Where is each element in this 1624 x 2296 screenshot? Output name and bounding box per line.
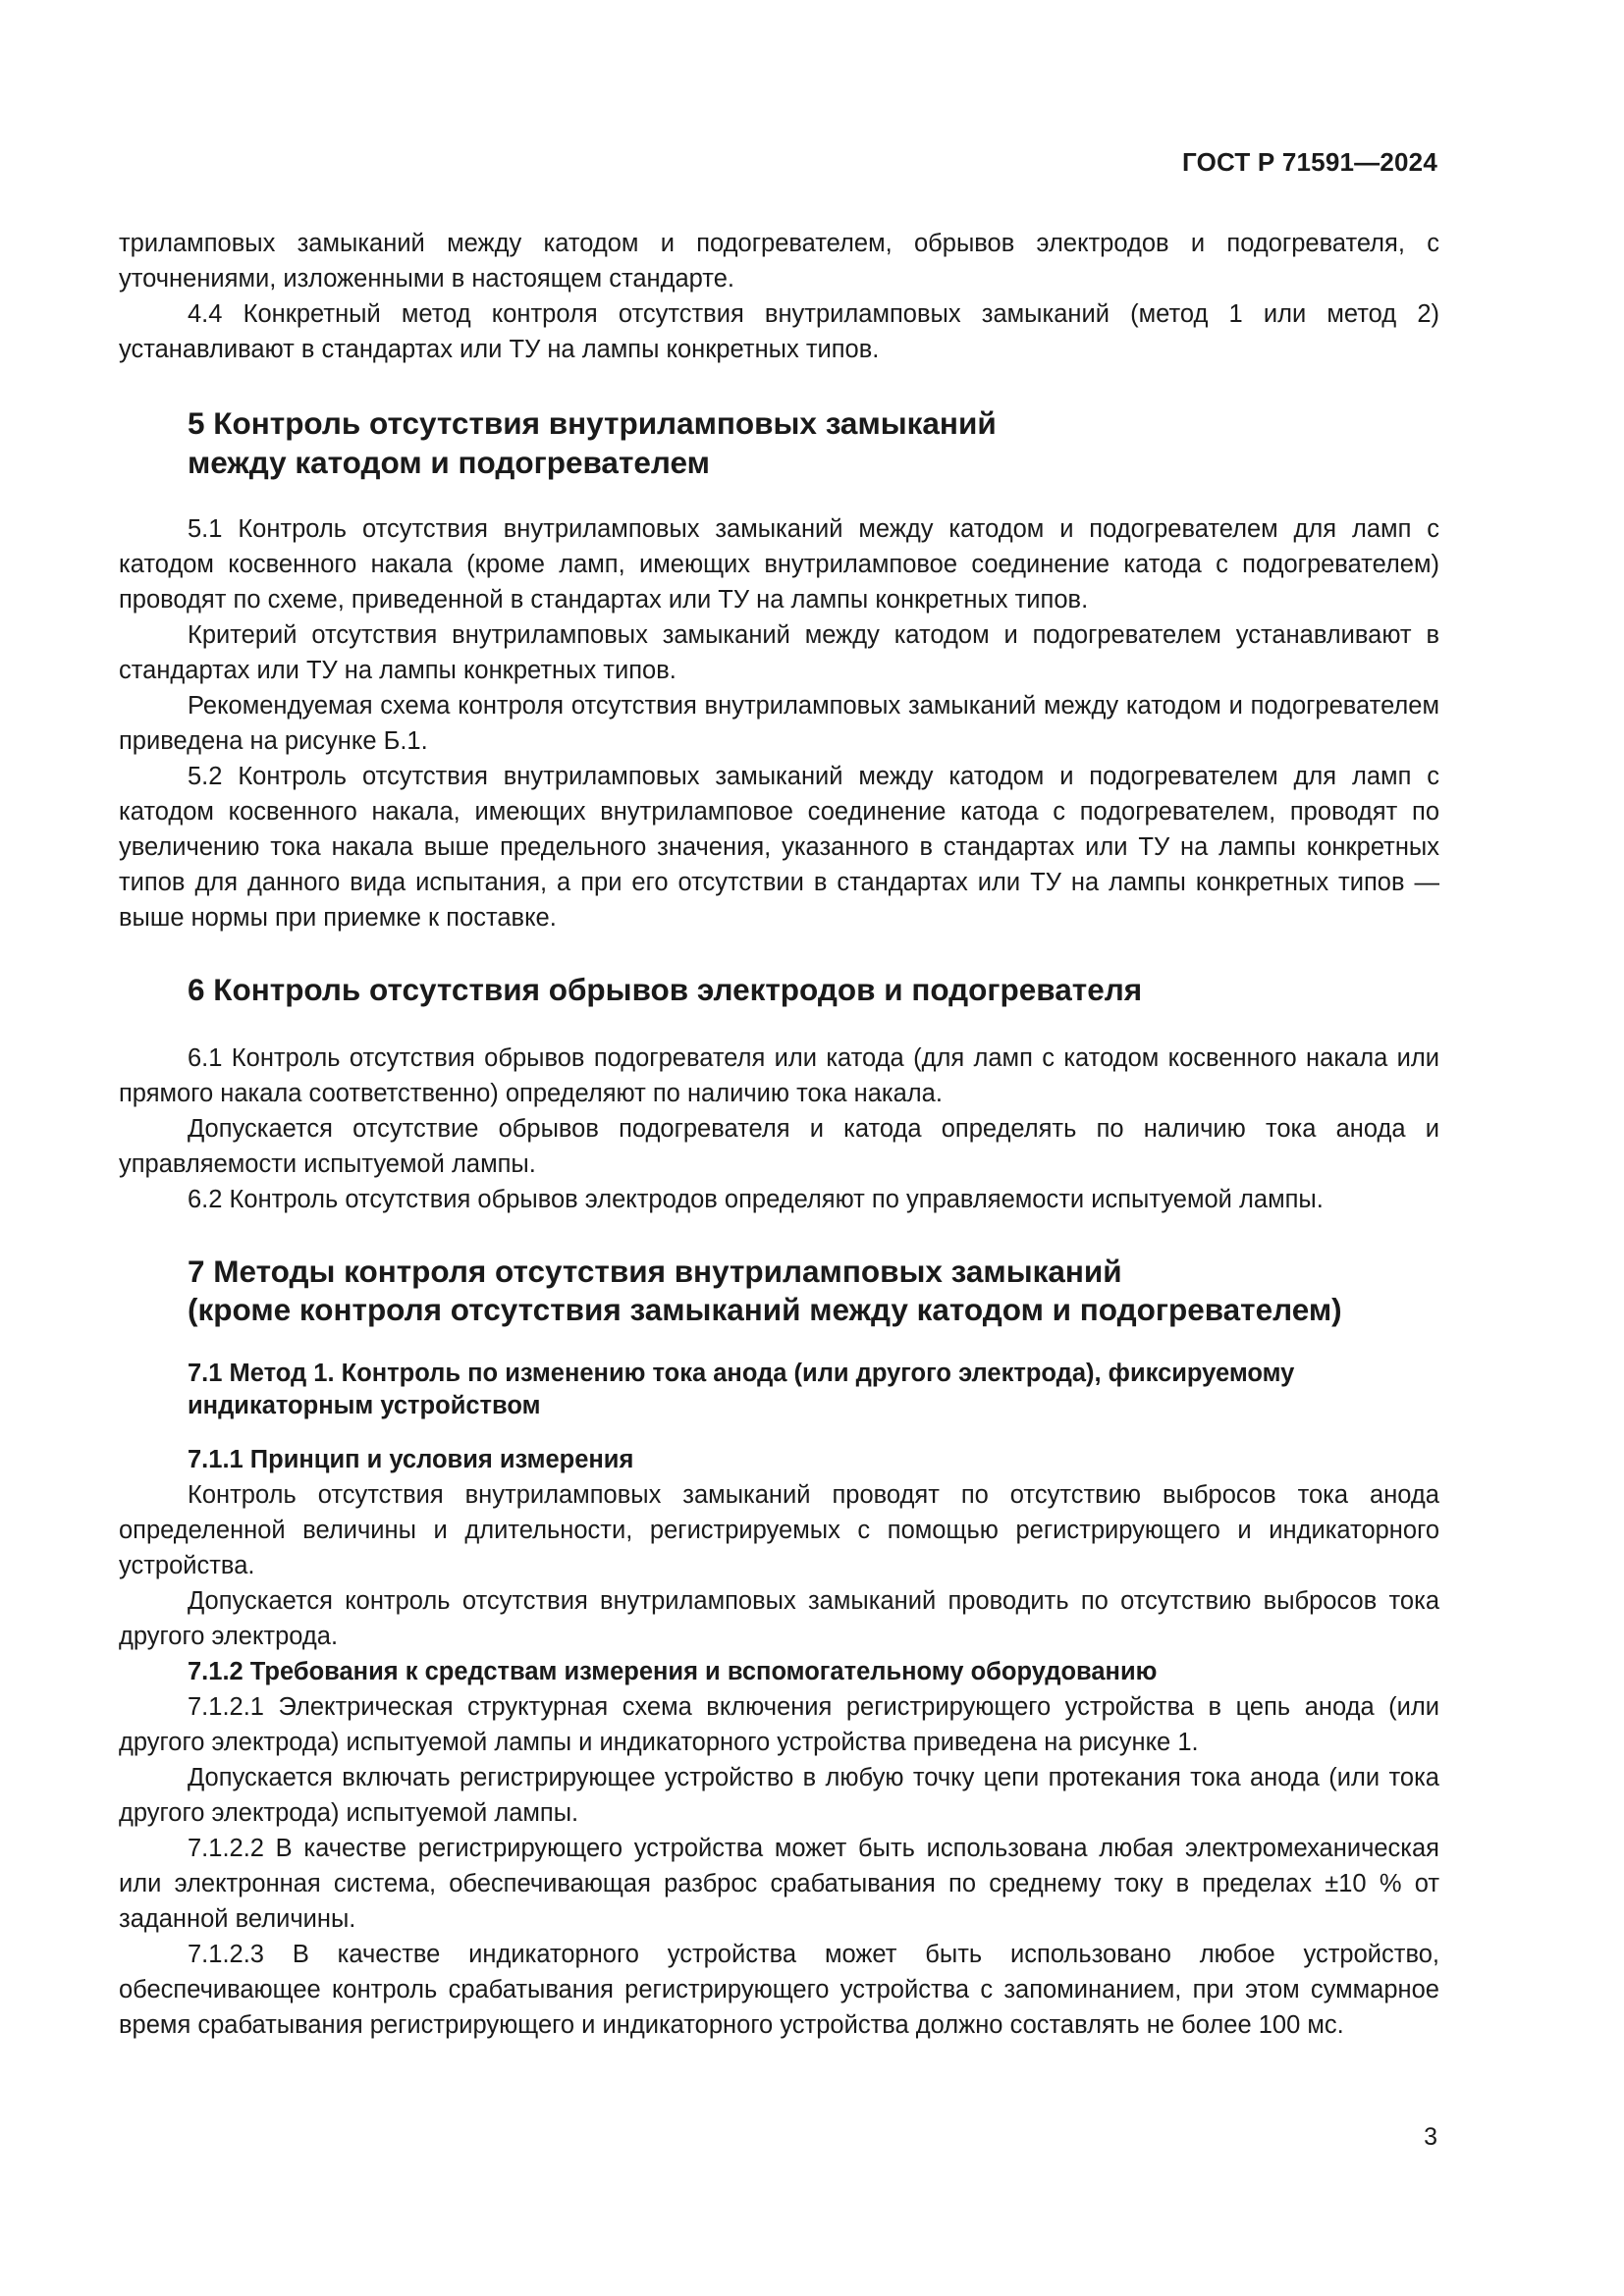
paragraph-7-1-2-1: 7.1.2.1 Электрическая структурная схема включения регистрирующего устройства в цепь анода (или другого электрода) испытуемой лампы и индикаторного устройства приведена на рисунке 1. (119, 1692, 1439, 1756)
paragraph-5-1-criterion: Критерий отсутствия внутриламповых замыканий между катодом и подогревателем устанавливают в стандартах или ТУ на лампы конкретных типов. (119, 621, 1439, 684)
subsection-7-1-1-title: 7.1.1 Принцип и условия измерения (188, 1445, 634, 1473)
paragraph-7-1-2-2: 7.1.2.2 В качестве регистрирующего устройства может быть использована любая электромеханическая или электронная система, обеспечивающая разброс срабатывания по среднему току в пределах ±10 % от заданной величины. (119, 1834, 1439, 1933)
paragraph-continuation: триламповых замыканий между катодом и подогревателем, обрывов электродов и подогревателя, с уточнениями, изложенными в настоящем стандарте. (119, 230, 1439, 293)
section-5-title-line1: 5 Контроль отсутствия внутриламповых замыканий (188, 405, 997, 441)
section-7-title-line1: 7 Методы контроля отсутствия внутриламповых замыканий (188, 1253, 1122, 1289)
section-7-title-line2: (кроме контроля отсутствия замыканий между катодом и подогревателем) (188, 1292, 1342, 1327)
section-5-title (119, 404, 1439, 482)
paragraph-4-4: 4.4 Конкретный метод контроля отсутствия внутриламповых замыканий (метод 1 или метод 2) устанавливают в стандартах или ТУ на лампы конкретных типов. (119, 300, 1439, 363)
paragraph-7-1-1-b: Допускается контроль отсутствия внутриламповых замыканий проводить по отсутствию выбросов тока другого электрода. (119, 1586, 1439, 1650)
document-body (119, 226, 1439, 2043)
document-header: ГОСТ Р 71591—2024 (1182, 147, 1437, 177)
page-number: 3 (1424, 2123, 1437, 2151)
paragraph-7-1-2-1-b: Допускается включать регистрирующее устройство в любую точку цепи протекания тока анода (или тока другого электрода) испытуемой лампы. (119, 1763, 1439, 1827)
paragraph-6-2: 6.2 Контроль отсутствия обрывов электродов определяют по управляемости испытуемой лампы. (188, 1185, 1324, 1213)
section-6-title: 6 Контроль отсутствия обрывов электродов и подогревателя (188, 972, 1143, 1007)
section-5-title-line2: между катодом и подогревателем (188, 444, 710, 480)
section-7-title (119, 1253, 1439, 1330)
paragraph-6-1: 6.1 Контроль отсутствия обрывов подогревателя или катода (для ламп с катодом косвенного накала или прямого накала соответственно) определяют по наличию тока накала. (119, 1043, 1439, 1107)
paragraph-5-1-scheme: Рекомендуемая схема контроля отсутствия внутриламповых замыканий между катодом и подогревателем приведена на рисунке Б.1. (119, 692, 1439, 755)
paragraph-7-1-2-3: 7.1.2.3 В качестве индикаторного устройства может быть использовано любое устройство, обеспечивающее контроль срабатывания регистрирующего устройства с запоминанием, при этом суммарное время срабатывания регистрирующего и индикаторного устройства должно составлять не более 100 мс. (119, 1940, 1439, 2039)
paragraph-6-1-allowed: Допускается отсутствие обрывов подогревателя и катода определять по наличию тока анода и управляемости испытуемой лампы. (119, 1114, 1439, 1178)
subsection-7-1-title: 7.1 Метод 1. Контроль по изменению тока анода (или другого электрода), фиксируемому индикаторным устройством (188, 1359, 1295, 1419)
paragraph-5-2: 5.2 Контроль отсутствия внутриламповых замыканий между катодом и подогревателем для ламп с катодом косвенного накала, имеющих внутриламповое соединение катода с подогревателем, проводят по увеличению тока накала выше предельного значения, указанного в стандартах или ТУ на лампы конкретных типов для данного вида испытания, а при его отсутствии в стандартах или ТУ на лампы конкретных типов — выше нормы при приемке к поставке. (119, 763, 1439, 932)
paragraph-5-1: 5.1 Контроль отсутствия внутриламповых замыканий между катодом и подогревателем для ламп с катодом косвенного накала (кроме ламп, имеющих внутриламповое соединение катода с подогревателем) проводят по схеме, приведенной в стандартах или ТУ на лампы конкретных типов. (119, 515, 1439, 614)
subsection-7-1-2-title: 7.1.2 Требования к средствам измерения и вспомогательному оборудованию (188, 1657, 1158, 1685)
paragraph-7-1-1-a: Контроль отсутствия внутриламповых замыканий проводят по отсутствию выбросов тока анода определенной величины и длительности, регистрируемых с помощью регистрирующего и индикаторного устройства. (119, 1480, 1439, 1579)
